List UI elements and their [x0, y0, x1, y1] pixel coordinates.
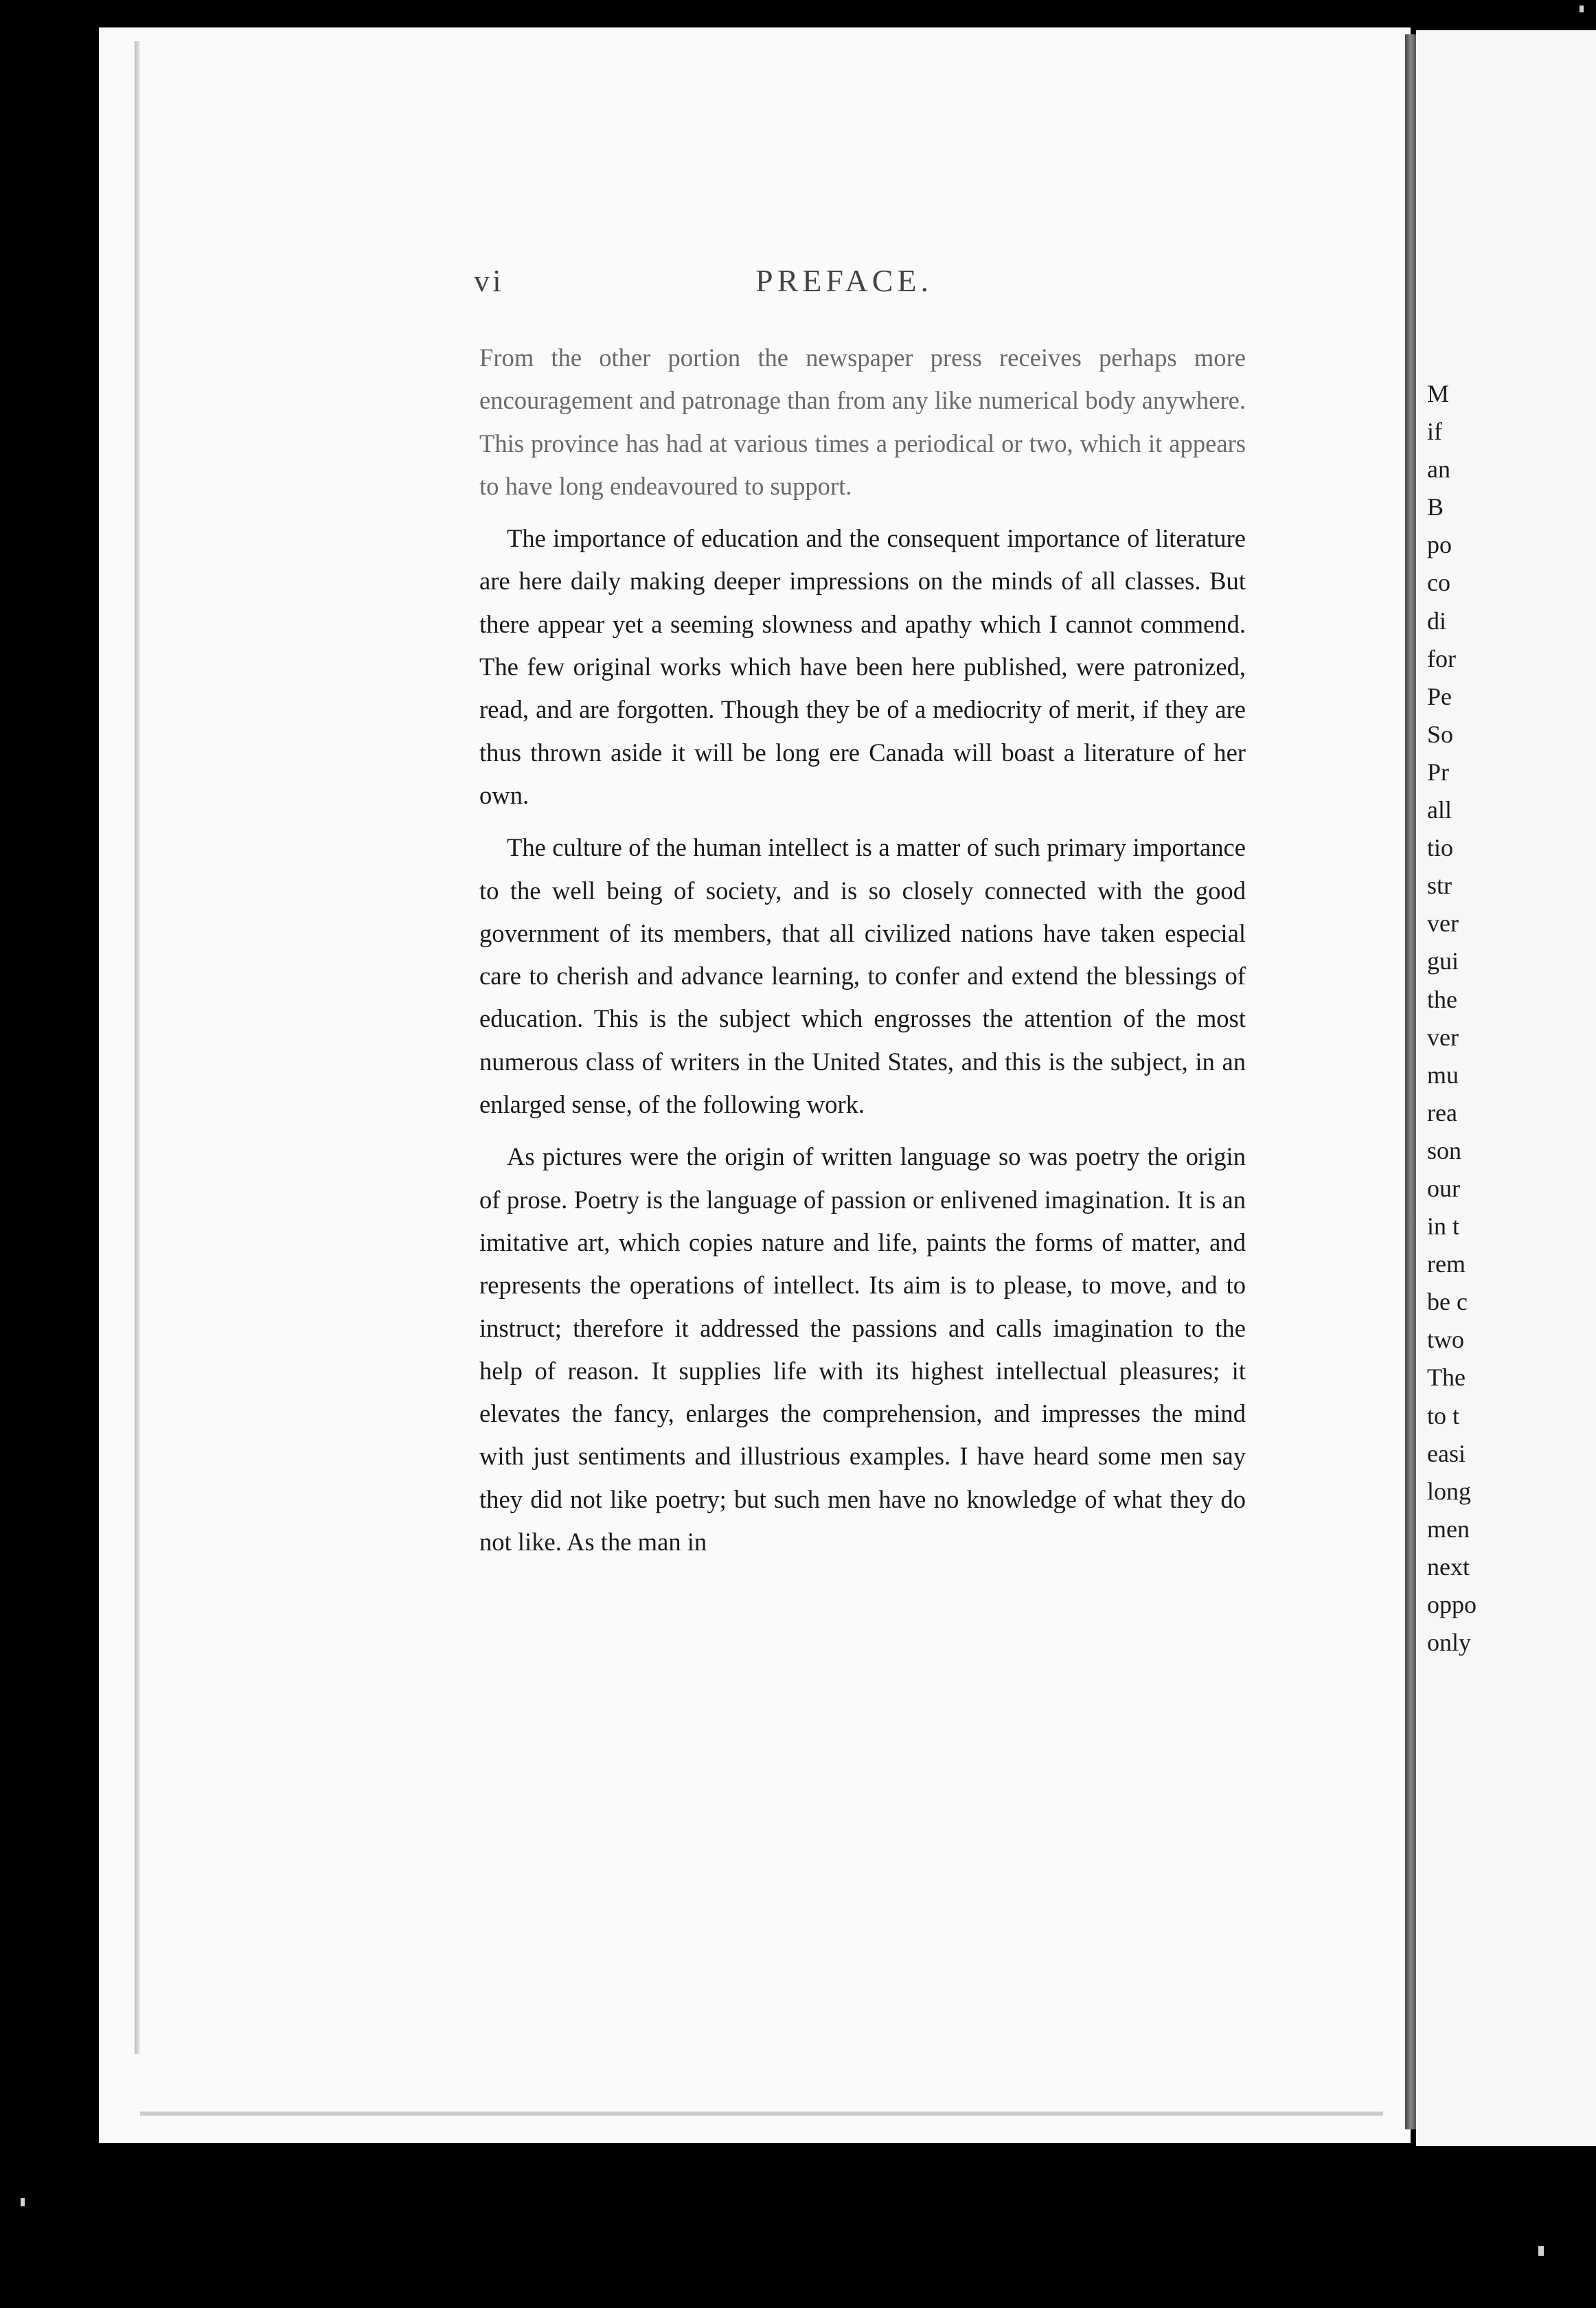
fragment-line: So: [1427, 720, 1454, 748]
fragment-line: The: [1427, 1364, 1466, 1392]
fragment-line: only: [1427, 1629, 1472, 1657]
fragment-line: if: [1427, 418, 1442, 446]
fragment-line: next: [1427, 1552, 1470, 1581]
fragment-line: ver: [1427, 1023, 1459, 1051]
paragraph: From the other portion the newspaper press receives perhaps more encouragement and patronage than from any like numerical body anywhere. This province has had at various times a periodical or two, which it appears to have long endeavoured to support.: [479, 343, 1246, 500]
fragment-line: ver: [1427, 909, 1459, 938]
scan-speck: [1538, 2246, 1544, 2256]
fragment-line: long: [1427, 1477, 1472, 1505]
fragment-line: co: [1427, 569, 1450, 597]
fragment-line: to t: [1427, 1401, 1460, 1429]
right-page-fragments: [1427, 375, 1592, 1662]
page-number: vi: [474, 263, 504, 298]
fragment-line: str: [1427, 872, 1452, 900]
fragment-line: M: [1427, 380, 1450, 407]
fragment-line: all: [1427, 796, 1452, 824]
fragment-line: our: [1427, 1174, 1460, 1202]
fragment-line: tio: [1427, 834, 1454, 862]
fragment-line: son: [1427, 1136, 1462, 1164]
fragment-line: mu: [1427, 1061, 1459, 1089]
fragment-line: B: [1427, 493, 1444, 521]
scan-speck: [21, 2198, 25, 2206]
fragment-line: Pe: [1427, 682, 1452, 710]
fragment-line: an: [1427, 455, 1450, 484]
fragment-line: gui: [1427, 947, 1459, 975]
fragment-line: di: [1427, 607, 1447, 635]
page-header: [474, 262, 1243, 304]
fragment-line: rea: [1427, 1098, 1457, 1127]
running-title: PREFACE.: [755, 263, 933, 298]
fragment-line: two: [1427, 1326, 1464, 1354]
book-gutter: [1405, 34, 1416, 2129]
fragment-line: in t: [1427, 1212, 1460, 1241]
paragraph: The importance of education and the consequent importance of literature are here daily making deeper impressions on the minds of all classes. But there appear yet a seeming slowness and apathy which I cannot commend. The few original works which have been here published, were patronized, read, and are forgotten. Though they be of a mediocrity of merit, if they are thus thrown aside it will be long ere Canada will boast a literature of her own.: [479, 524, 1246, 809]
fragment-line: po: [1427, 531, 1452, 559]
right-page: [1416, 30, 1596, 2146]
body-text: [479, 337, 1246, 1573]
scan-speck: [1580, 5, 1584, 12]
fragment-line: oppo: [1427, 1591, 1477, 1618]
paragraph: The culture of the human intellect is a matter of such primary importance to the well being of society, and is so closely connected with the good government of its members, that all civilized nations have taken especial care to cherish and advance learning, to confer and extend the blessings of education. This is the subject which engrosses the attention of the most numerous class of writers in the United States, and this is the subject, in an enlarged sense, of the following work.: [479, 833, 1246, 1119]
fragment-line: the: [1427, 985, 1457, 1013]
fragment-line: Pr: [1427, 758, 1450, 786]
fragment-line: rem: [1427, 1250, 1466, 1278]
fragment-line: easi: [1427, 1439, 1466, 1467]
paragraph: As pictures were the origin of written language so was poetry the origin of prose. Poetry is the language of passion or enlivened imagination. It is an imitative art, which copies nature and life, paints the forms of matter, and represents the operations of intellect. Its aim is to please, to move, and to instruct; therefore it addressed the passions and calls imagination to the help of reason. It supplies life with its highest intellectual pleasures; it elevates the fancy, enlarges the comprehension, and impresses the mind with just sentiments and illustrious examples. I have heard some men say they did not like poetry; but such men have no knowledge of what they do not like. As the man in: [479, 1142, 1246, 1557]
fragment-line: for: [1427, 644, 1456, 672]
fragment-line: men: [1427, 1515, 1470, 1543]
fragment-line: be c: [1427, 1288, 1468, 1316]
